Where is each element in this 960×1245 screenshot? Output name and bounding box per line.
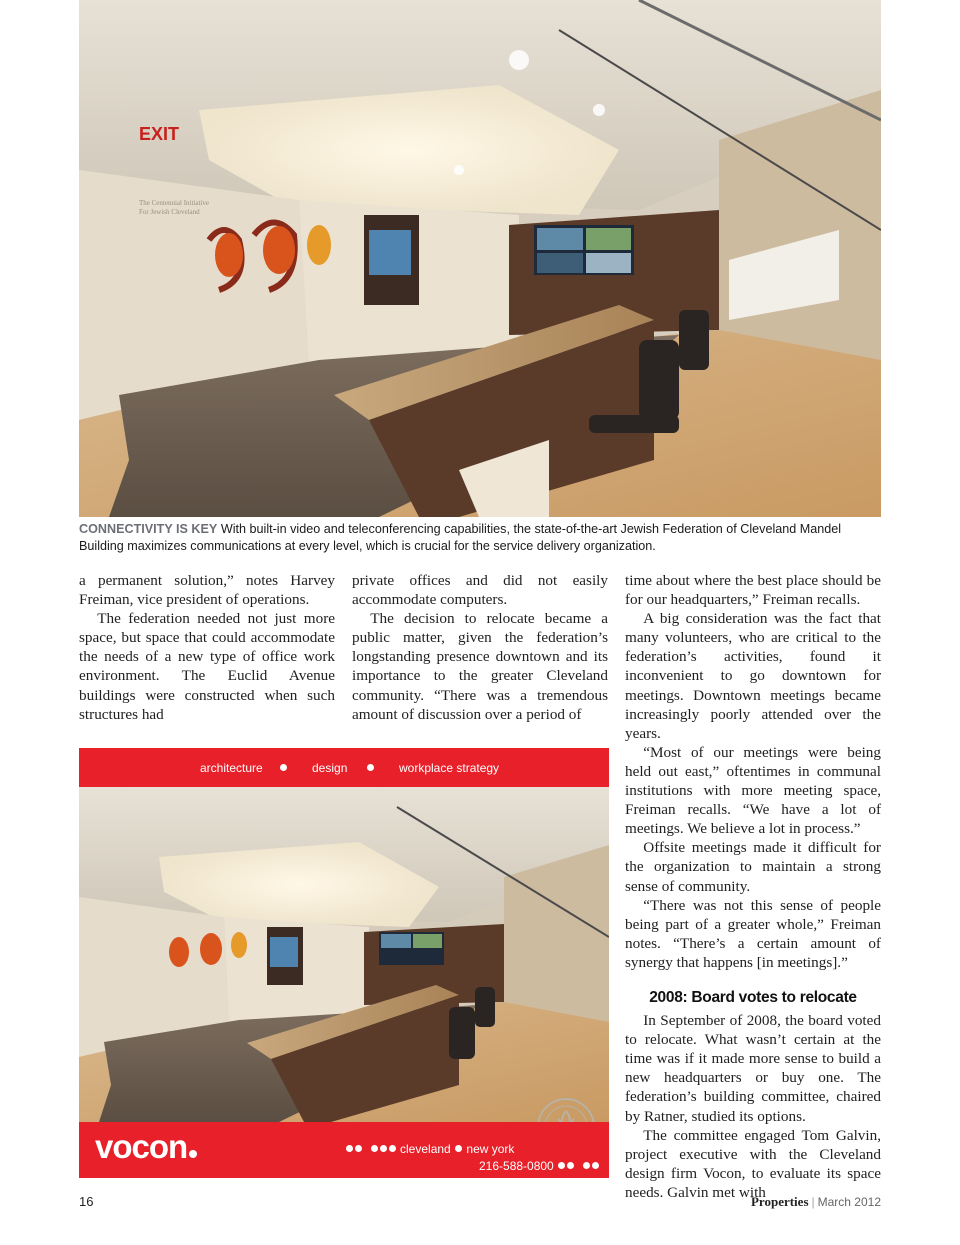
ad-tag-workplace: workplace strategy [399,761,500,775]
paragraph: The federation needed not just more space, but space that could accommodate the needs of a new type of office work environment. The Euclid Avenue buildings were constructed when such structures had [79,610,335,723]
office-lobby-illustration [79,0,881,517]
ad-tag-architecture: architecture [200,761,263,775]
hero-photo [79,0,881,517]
page-number: 16 [79,1194,94,1209]
paragraph: “There was not this sense of people being part of a greater whole,” Freiman notes. “There’s a certain amount of synergy that happens [in meetings].” [625,896,881,971]
bullet-dot-icon [592,1162,599,1169]
leed-seal-icon: LEED [536,1097,596,1122]
ad-tagline-bar [79,748,609,787]
magazine-name: Properties [750,1194,809,1209]
ad-phone-line[interactable] [479,1159,600,1173]
bullet-dot-icon [280,764,287,771]
logo-dot-icon [189,1150,197,1158]
article-column-1 [79,571,335,724]
bullet-dot-icon [567,1162,574,1169]
bullet-dot-icon [380,1145,387,1152]
issue-date: March 2012 [817,1195,881,1209]
running-footer [751,1194,881,1210]
caption-kicker: CONNECTIVITY IS KEY [79,522,218,536]
bullet-dot-icon [583,1162,590,1169]
logo-text: vocon [95,1128,188,1165]
ad-footer-bar [79,1122,609,1178]
paragraph: The decision to relocate became a public matter, given the federation’s longstanding presence downtown and its importance to the greater Cleveland community. “There was a tremendous amount of discussion over a period of [352,610,608,723]
article-column-3 [625,571,881,1202]
bullet-dot-icon [367,764,374,771]
bullet-dot-icon [389,1145,396,1152]
paragraph: “Most of our meetings were being held out east,” oftentimes in communal institutions with more meeting space, Freiman recalls. “We have a lot of meetings. We believe a lot in process.” [625,743,881,838]
ad-phone-number[interactable]: 216-588-0800 [479,1159,554,1173]
paragraph: a permanent solution,” notes Harvey Freiman, vice president of operations. [79,572,335,609]
caption-text: With built-in video and teleconferencing capabilities, the state-of-the-art Jewish Federation of Cleveland Mandel Building maximizes communications at every level, which is crucial for the service delivery organization. [79,522,842,553]
wall-text-line1: The Centennial Initiative [139,199,209,207]
exit-sign: EXIT [139,124,180,144]
paragraph: time about where the best place should be for our headquarters,” Freiman recalls. [625,572,881,609]
vocon-advertisement[interactable] [79,748,609,1178]
paragraph: In September of 2008, the board voted to relocate. What wasn’t certain at the time was if it made more sense to build a new headquarters or buy one. The federation’s building committee, chaired by Ratner, studied its options. [625,1012,881,1125]
bullet-dot-icon [346,1145,353,1152]
article-column-2 [352,571,608,724]
bullet-dot-icon [371,1145,378,1152]
paragraph: A big consideration was the fact that many volunteers, who are critical to the federation’s activities, found it inconvenient to go downtown for meetings. Downtown meetings became increasingly poorly attended over the years. [625,610,881,742]
section-subhead: 2008: Board votes to relocate [649,988,857,1006]
ad-office-illustration [79,787,609,1122]
ad-city-cleveland: cleveland [400,1142,451,1156]
bullet-dot-icon [558,1162,565,1169]
ad-city-newyork: new york [466,1142,515,1156]
vocon-logo [95,1128,197,1166]
bullet-dot-icon [355,1145,362,1152]
bullet-dot-icon [455,1145,462,1152]
paragraph: private offices and did not easily accommodate computers. [352,572,608,609]
footer-separator: | [811,1194,815,1209]
ad-city-line [345,1142,514,1156]
paragraph: Offsite meetings made it difficult for the organization to maintain a strong sense of community. [625,839,881,895]
wall-text-line2: For Jewish Cleveland [139,208,200,216]
paragraph: The committee engaged Tom Galvin, project executive with the Cleveland design firm Vocon, to evaluate its space needs. Galvin met with [625,1126,881,1201]
photo-caption [79,521,882,555]
ad-tag-design: design [312,761,348,775]
